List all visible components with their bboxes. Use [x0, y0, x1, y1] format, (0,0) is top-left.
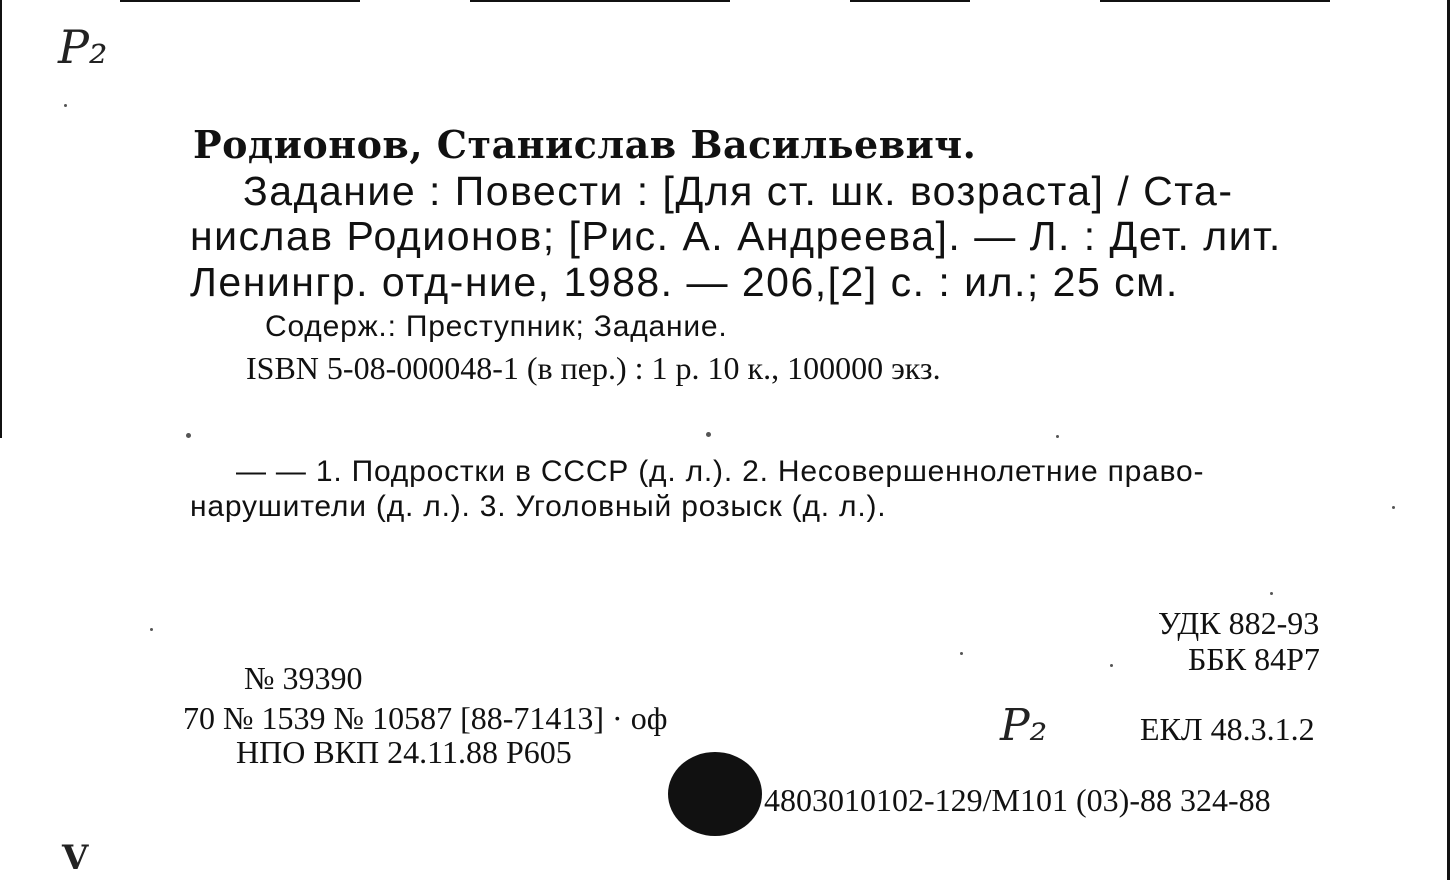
- author-heading: Родионов, Станислав Васильевич.: [193, 122, 977, 167]
- ink-blot: [668, 752, 762, 836]
- description-line-1: Задание : Повести : [Для ст. шк. возраста] / Ста-: [243, 168, 1234, 214]
- bbk-code: ББК 84Р7: [1188, 641, 1320, 677]
- card-number: № 39390: [244, 660, 363, 696]
- speck: [186, 433, 191, 438]
- subjects-line-2: нарушители (д. л.). 3. Уголовный розыск (д. л.).: [190, 490, 887, 523]
- speck: [1056, 435, 1059, 438]
- speck: [1392, 506, 1395, 509]
- description-line-2: нислав Родионов; [Рис. А. Андреева]. — Л. : Дет. лит.: [190, 213, 1282, 259]
- speck: [150, 628, 153, 631]
- npo-line: НПО ВКП 24.11.88 Р605: [236, 734, 572, 770]
- top-edge-segment: [120, 0, 360, 2]
- top-edge-segment: [850, 0, 970, 2]
- speck: [706, 432, 711, 437]
- handwritten-mark-bottom: V: [62, 838, 89, 878]
- speck: [960, 652, 963, 655]
- handwritten-mark-top: P₂: [58, 20, 108, 74]
- card-right-edge: [1447, 0, 1450, 880]
- contents-line: Содерж.: Преступник; Задание.: [265, 310, 728, 343]
- order-line: 70 № 1539 № 10587 [88-71413] · оф: [183, 700, 668, 736]
- speck: [64, 104, 67, 107]
- ekl-code: ЕКЛ 48.3.1.2: [1140, 711, 1315, 747]
- card-left-edge: [0, 0, 2, 438]
- isbn-line: ISBN 5-08-000048-1 (в пер.) : 1 р. 10 к., 100000 экз.: [246, 350, 941, 386]
- subjects-line-1: — — 1. Подростки в СССР (д. л.). 2. Несовершеннолетние право-: [236, 455, 1205, 488]
- udk-code: УДК 882-93: [1158, 605, 1320, 641]
- speck: [1270, 592, 1273, 595]
- handwritten-mark-middle: P₂: [1000, 700, 1048, 751]
- speck: [1110, 664, 1113, 667]
- print-code-line: 4803010102-129/М101 (03)-88 324-88: [764, 782, 1271, 818]
- description-line-3: Ленингр. отд-ние, 1988. — 206,[2] с. : ил.; 25 см.: [190, 259, 1179, 305]
- top-edge-segment: [470, 0, 730, 2]
- top-edge-segment: [1100, 0, 1330, 2]
